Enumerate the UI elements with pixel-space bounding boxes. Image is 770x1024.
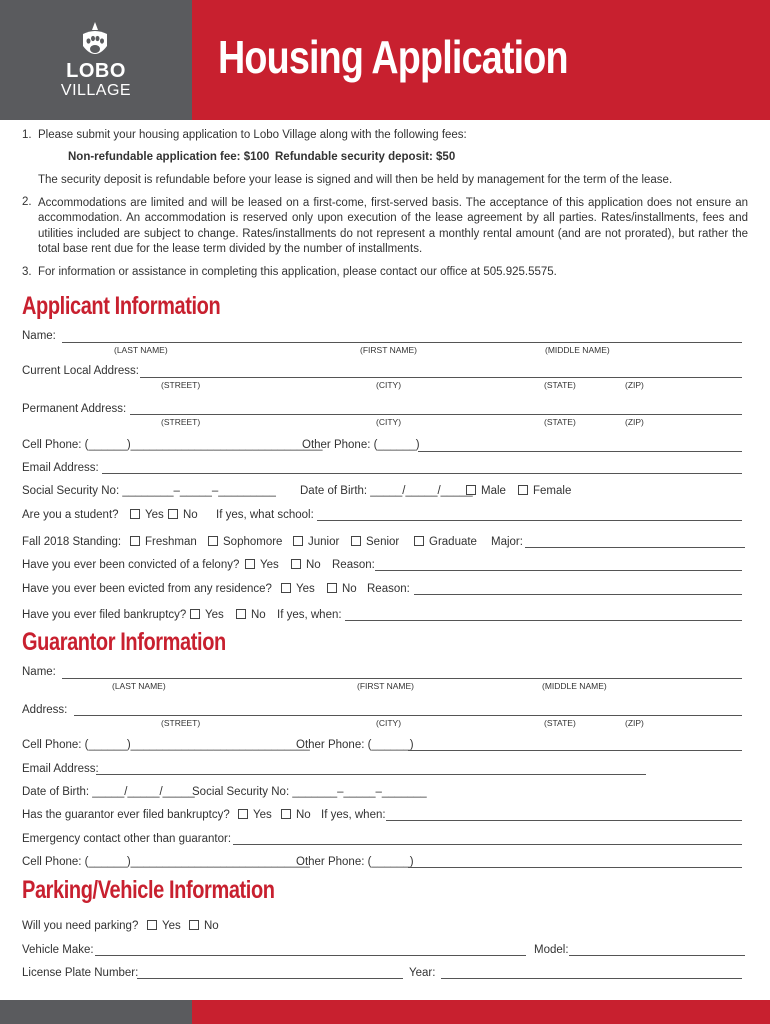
- yes-label: Yes: [296, 583, 315, 595]
- felony-yes-checkbox[interactable]: [245, 559, 279, 571]
- no-label: No: [183, 509, 198, 521]
- evicted-no-checkbox[interactable]: [327, 583, 357, 595]
- bankrupt-when-label: If yes, when:: [277, 609, 342, 621]
- sub-middle-name: (MIDDLE NAME): [542, 681, 607, 691]
- sub-street: (STREET): [161, 380, 201, 390]
- applicant-heading: Applicant Information: [22, 292, 221, 320]
- permanent-address-label: Permanent Address:: [22, 403, 127, 415]
- vehicle-make-field[interactable]: [95, 955, 526, 956]
- felony-reason-field[interactable]: [375, 570, 742, 571]
- major-label: Major:: [491, 536, 523, 548]
- footer-red-band: [192, 1000, 770, 1024]
- guarantor-other-phone-field[interactable]: [408, 750, 742, 751]
- yes-label: Yes: [253, 809, 272, 821]
- checkbox-icon: [291, 559, 301, 569]
- senior-label: Senior: [366, 536, 400, 548]
- checkbox-icon: [281, 809, 291, 819]
- sub-city: (CITY): [376, 380, 402, 390]
- parking-need-label: Will you need parking?: [22, 920, 139, 932]
- female-checkbox[interactable]: [518, 485, 571, 497]
- paw-icon: [78, 20, 112, 60]
- checkbox-icon: [351, 536, 361, 546]
- fee-deposit: Refundable security deposit: $50: [275, 151, 456, 163]
- local-address-field[interactable]: [140, 377, 742, 378]
- sub-city: (CITY): [376, 718, 402, 728]
- sophomore-checkbox[interactable]: [208, 536, 282, 548]
- sub-first-name: (FIRST NAME): [357, 681, 414, 691]
- applicant-name-label: Name:: [22, 330, 56, 342]
- school-label: If yes, what school:: [216, 509, 314, 521]
- felony-no-checkbox[interactable]: [291, 559, 321, 571]
- felony-label: Have you ever been convicted of a felony?: [22, 559, 240, 571]
- checkbox-icon: [327, 583, 337, 593]
- checkbox-icon: [147, 920, 157, 930]
- guarantor-cell-phone[interactable]: Cell Phone: (______)____________________________: [22, 739, 310, 751]
- guarantor-dob[interactable]: Date of Birth: _____/_____/_____: [22, 786, 195, 798]
- guarantor-email-field[interactable]: [96, 774, 646, 775]
- felony-reason-label: Reason:: [332, 559, 375, 571]
- guarantor-address-field[interactable]: [74, 715, 742, 716]
- senior-checkbox[interactable]: [351, 536, 399, 548]
- bankrupt-no-checkbox[interactable]: [236, 609, 266, 621]
- item-1-text: Please submit your housing application to Lobo Village along with the following fees:: [38, 129, 467, 141]
- parking-yes-checkbox[interactable]: [147, 920, 181, 932]
- applicant-name-field[interactable]: [62, 342, 742, 343]
- item-1-number: 1.: [22, 129, 32, 141]
- guarantor-email-label: Email Address:: [22, 763, 99, 775]
- vehicle-model-field[interactable]: [569, 955, 745, 956]
- no-label: No: [296, 809, 311, 821]
- sub-first-name: (FIRST NAME): [360, 345, 417, 355]
- graduate-checkbox[interactable]: [414, 536, 477, 548]
- checkbox-icon: [245, 559, 255, 569]
- sub-middle-name: (MIDDLE NAME): [545, 345, 610, 355]
- emergency-contact-label: Emergency contact other than guarantor:: [22, 833, 232, 845]
- bankrupt-when-field[interactable]: [345, 620, 742, 621]
- guarantor-ssn[interactable]: Social Security No: _______–_____–_______: [192, 786, 427, 798]
- female-label: Female: [533, 485, 572, 497]
- guarantor-when-label: If yes, when:: [321, 809, 386, 821]
- applicant-dob[interactable]: Date of Birth: _____/_____/_____: [300, 485, 473, 497]
- deposit-note: The security deposit is refundable before your lease is signed and will then be held by management for the term of the lease.: [38, 174, 673, 186]
- guarantor-address-label: Address:: [22, 704, 68, 716]
- guarantor-bankrupt-yes-checkbox[interactable]: [238, 809, 272, 821]
- sub-zip: (ZIP): [625, 380, 644, 390]
- guarantor-bankrupt-no-checkbox[interactable]: [281, 809, 311, 821]
- applicant-email-label: Email Address:: [22, 462, 99, 474]
- evicted-reason-label: Reason:: [367, 583, 410, 595]
- student-label: Are you a student?: [22, 509, 119, 521]
- sub-state: (STATE): [544, 718, 576, 728]
- parking-no-checkbox[interactable]: [189, 920, 219, 932]
- checkbox-icon: [130, 536, 140, 546]
- emergency-contact-field[interactable]: [233, 844, 742, 845]
- checkbox-icon: [208, 536, 218, 546]
- checkbox-icon: [190, 609, 200, 619]
- logo-text-lobo: LOBO: [66, 60, 126, 82]
- evicted-label: Have you ever been evicted from any residence?: [22, 583, 272, 595]
- vehicle-make-label: Vehicle Make:: [22, 944, 94, 956]
- guarantor-heading: Guarantor Information: [22, 628, 226, 656]
- male-checkbox[interactable]: [466, 485, 506, 497]
- applicant-cell-phone[interactable]: Cell Phone: (______)______________________________: [22, 439, 323, 451]
- checkbox-icon: [414, 536, 424, 546]
- local-address-label: Current Local Address:: [22, 365, 139, 377]
- item-3-text: For information or assistance in completing this application, please contact our office at 505.925.5575.: [38, 266, 557, 278]
- graduate-label: Graduate: [429, 536, 477, 548]
- sub-zip: (ZIP): [625, 417, 644, 427]
- emergency-other-phone-field[interactable]: [408, 867, 742, 868]
- standing-label: Fall 2018 Standing:: [22, 536, 122, 548]
- sub-city: (CITY): [376, 417, 402, 427]
- freshman-label: Freshman: [145, 536, 197, 548]
- no-label: No: [306, 559, 321, 571]
- checkbox-icon: [293, 536, 303, 546]
- checkbox-icon: [168, 509, 178, 519]
- guarantor-other-phone-label: Other Phone: (______): [296, 739, 414, 751]
- emergency-other-phone-label: Other Phone: (______): [296, 856, 414, 868]
- applicant-other-phone-label: Other Phone: (______): [302, 439, 420, 451]
- student-yes-checkbox[interactable]: [130, 509, 164, 521]
- sub-state: (STATE): [544, 380, 576, 390]
- item-2-text: Accommodations are limited and will be leased on a first-come, first-served basis. The acceptance of this application does not ensure an accommodation. An accommodation is reserved only upon execution of the lease agreement by all parties. Rates/installments, fees and utilities included are subject to change. Rates/installments do not represent a monthly rental amount (and are not prorated), but rather the total base rent due for the lease term divided by the number of installments.: [38, 197, 748, 255]
- school-field[interactable]: [317, 520, 742, 521]
- sub-last-name: (LAST NAME): [112, 681, 166, 691]
- vehicle-model-label: Model:: [534, 944, 569, 956]
- bankrupt-label: Have you ever filed bankruptcy?: [22, 609, 187, 621]
- license-plate-field[interactable]: [137, 978, 403, 979]
- evicted-yes-checkbox[interactable]: [281, 583, 315, 595]
- footer-gray-band: [0, 1000, 192, 1024]
- checkbox-icon: [466, 485, 476, 495]
- freshman-checkbox[interactable]: [130, 536, 197, 548]
- no-label: No: [342, 583, 357, 595]
- no-label: No: [204, 920, 219, 932]
- sub-zip: (ZIP): [625, 718, 644, 728]
- item-3-number: 3.: [22, 266, 32, 278]
- parking-heading: Parking/Vehicle Information: [22, 876, 275, 904]
- sub-street: (STREET): [161, 417, 201, 427]
- sophomore-label: Sophomore: [223, 536, 283, 548]
- major-field[interactable]: [525, 547, 745, 548]
- junior-label: Junior: [308, 536, 340, 548]
- vehicle-year-label: Year:: [409, 967, 436, 979]
- item-2-number: 2.: [22, 196, 32, 208]
- permanent-address-field[interactable]: [130, 414, 742, 415]
- yes-label: Yes: [205, 609, 224, 621]
- yes-label: Yes: [260, 559, 279, 571]
- guarantor-bankrupt-label: Has the guarantor ever filed bankruptcy?: [22, 809, 230, 821]
- bankrupt-yes-checkbox[interactable]: [190, 609, 224, 621]
- sub-street: (STREET): [161, 718, 201, 728]
- guarantor-name-label: Name:: [22, 666, 56, 678]
- no-label: No: [251, 609, 266, 621]
- checkbox-icon: [281, 583, 291, 593]
- fee-application: Non-refundable application fee: $100: [68, 151, 270, 163]
- sub-last-name: (LAST NAME): [114, 345, 168, 355]
- checkbox-icon: [130, 509, 140, 519]
- male-label: Male: [481, 485, 506, 497]
- student-no-checkbox[interactable]: [168, 509, 198, 521]
- checkbox-icon: [189, 920, 199, 930]
- yes-label: Yes: [145, 509, 164, 521]
- emergency-cell-phone[interactable]: Cell Phone: (______)____________________________: [22, 856, 310, 868]
- guarantor-when-field[interactable]: [386, 820, 742, 821]
- evicted-reason-field[interactable]: [414, 594, 742, 595]
- applicant-email-field[interactable]: [102, 473, 742, 474]
- logo-text-village: VILLAGE: [60, 82, 132, 99]
- page-title: Housing Application: [218, 31, 568, 83]
- checkbox-icon: [518, 485, 528, 495]
- checkbox-icon: [238, 809, 248, 819]
- junior-checkbox[interactable]: [293, 536, 339, 548]
- checkbox-icon: [236, 609, 246, 619]
- license-plate-label: License Plate Number:: [22, 967, 139, 979]
- applicant-ssn[interactable]: Social Security No: ________–_____–_________: [22, 485, 276, 497]
- sub-state: (STATE): [544, 417, 576, 427]
- yes-label: Yes: [162, 920, 181, 932]
- vehicle-year-field[interactable]: [441, 978, 742, 979]
- guarantor-name-field[interactable]: [62, 678, 742, 679]
- applicant-other-phone-field[interactable]: [418, 451, 742, 452]
